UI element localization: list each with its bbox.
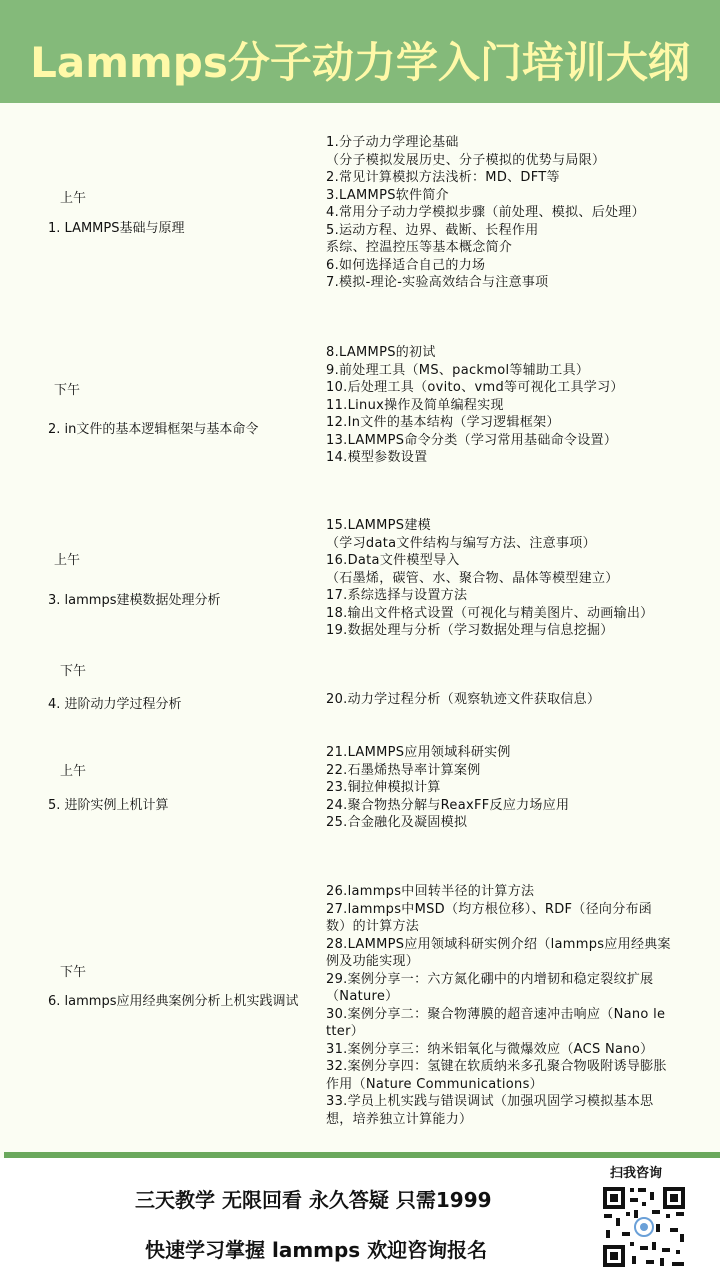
list-item: 例及功能实现） <box>326 954 420 969</box>
item-list-3 <box>326 517 690 640</box>
list-item: （学习data文件结构与编写方法、注意事项） <box>326 535 596 551</box>
time-slot-1: 上午 <box>60 191 87 206</box>
item-list-5 <box>326 744 690 832</box>
list-item: （分子模拟发展历史、分子模拟的优势与局限） <box>326 152 606 168</box>
list-item: 32.案例分享四：氢键在软质纳米多孔聚合物吸附诱导膨胀 <box>326 1059 667 1074</box>
module-title-2: 2. in文件的基本逻辑框架与基本命令 <box>48 422 259 437</box>
list-item: 21.LAMMPS应用领域科研实例 <box>326 745 511 760</box>
list-item: 11.Linux操作及简单编程实现 <box>326 397 504 413</box>
list-item: 28.LAMMPS应用领域科研实例介绍（lammps应用经典案 <box>326 936 671 952</box>
list-item: 14.模型参数设置 <box>326 450 428 465</box>
module-title-5: 5. 进阶实例上机计算 <box>48 798 169 813</box>
list-item: 19.数据处理与分析（学习数据处理与信息挖掘） <box>326 623 614 638</box>
list-item: 22.石墨烯热导率计算案例 <box>326 762 481 778</box>
module-title-6: 6. lammps应用经典案例分析上机实践调试 <box>48 994 299 1009</box>
qr-code-icon[interactable] <box>600 1184 688 1270</box>
list-item: 10.后处理工具（ovito、vmd等可视化工具学习） <box>326 380 624 395</box>
list-item: （石墨烯，碳管、水、聚合物、晶体等模型建立） <box>326 570 619 586</box>
list-item: 3.LAMMPS软件简介 <box>326 187 449 203</box>
list-item: 12.In文件的基本结构（学习逻辑框架） <box>326 415 560 430</box>
item-list-6 <box>326 883 690 1128</box>
qr-label: 扫我咨询 <box>610 1166 663 1181</box>
list-item: 7.模拟-理论-实验高效结合与注意事项 <box>326 275 549 290</box>
list-item: 30.案例分享二：聚合物薄膜的超音速冲击响应（Nano le <box>326 1006 666 1022</box>
time-slot-2: 下午 <box>54 383 81 398</box>
list-item: 18.输出文件格式设置（可视化与精美图片、动画输出） <box>326 605 654 621</box>
list-item: 20.动力学过程分析（观察轨迹文件获取信息） <box>326 692 601 707</box>
promo-line-2: 快速学习掌握 lammps 欢迎咨询报名 <box>145 1238 488 1262</box>
list-item: 29.案例分享一：六方氮化硼中的内增韧和稳定裂纹扩展 <box>326 971 654 987</box>
list-item: （Nature） <box>326 989 399 1004</box>
promo-line-1: 三天教学 无限回看 永久答疑 只需1999 <box>135 1188 492 1212</box>
list-item: 2.常见计算模拟方法浅析：MD、DFT等 <box>326 170 560 185</box>
outline-body <box>0 103 720 1153</box>
time-slot-6: 下午 <box>60 965 87 980</box>
list-item: 27.lammps中MSD（均方根位移）、RDF（径向分布函 <box>326 901 653 917</box>
item-list-4 <box>326 691 690 709</box>
list-item: 5.运动方程、边界、截断、长程作用 <box>326 222 539 238</box>
list-item: 13.LAMMPS命令分类（学习常用基础命令设置） <box>326 432 618 448</box>
list-item: 8.LAMMPS的初试 <box>326 345 436 360</box>
list-item: 31.案例分享三：纳米铝氧化与微爆效应（ACS Nano） <box>326 1041 654 1057</box>
module-title-3: 3. lammps建模数据处理分析 <box>48 593 221 608</box>
time-slot-4: 下午 <box>60 664 87 679</box>
page-title: Lammps分子动力学入门培训大纲 <box>30 38 690 87</box>
list-item: 25.合金融化及凝固模拟 <box>326 815 468 830</box>
list-item: 想，培养独立计算能力） <box>326 1111 473 1127</box>
list-item: 作用（Nature Communications） <box>326 1076 543 1092</box>
list-item: 15.LAMMPS建模 <box>326 518 431 533</box>
list-item: 16.Data文件模型导入 <box>326 553 460 568</box>
list-item: 17.系综选择与设置方法 <box>326 588 468 603</box>
list-item: 4.常用分子动力学模拟步骤（前处理、模拟、后处理） <box>326 205 645 220</box>
list-item: 24.聚合物热分解与ReaxFF反应力场应用 <box>326 797 570 813</box>
list-item: 1.分子动力学理论基础 <box>326 135 459 150</box>
list-item: 数）的计算方法 <box>326 919 420 934</box>
item-list-1 <box>326 134 690 292</box>
time-slot-5: 上午 <box>60 764 87 779</box>
list-item: 33.学员上机实践与错误调试（加强巩固学习模拟基本思 <box>326 1094 654 1109</box>
module-title-1: 1. LAMMPS基础与原理 <box>48 221 185 236</box>
list-item: 23.铜拉伸模拟计算 <box>326 780 441 795</box>
list-item: tter） <box>326 1024 365 1039</box>
module-title-4: 4. 进阶动力学过程分析 <box>48 697 182 712</box>
list-item: 26.lammps中回转半径的计算方法 <box>326 884 535 899</box>
time-slot-3: 上午 <box>54 553 81 568</box>
list-item: 系综、控温控压等基本概念简介 <box>326 240 513 255</box>
item-list-2 <box>326 344 690 467</box>
list-item: 9.前处理工具（MS、packmol等辅助工具） <box>326 362 590 378</box>
list-item: 6.如何选择适合自己的力场 <box>326 257 486 273</box>
